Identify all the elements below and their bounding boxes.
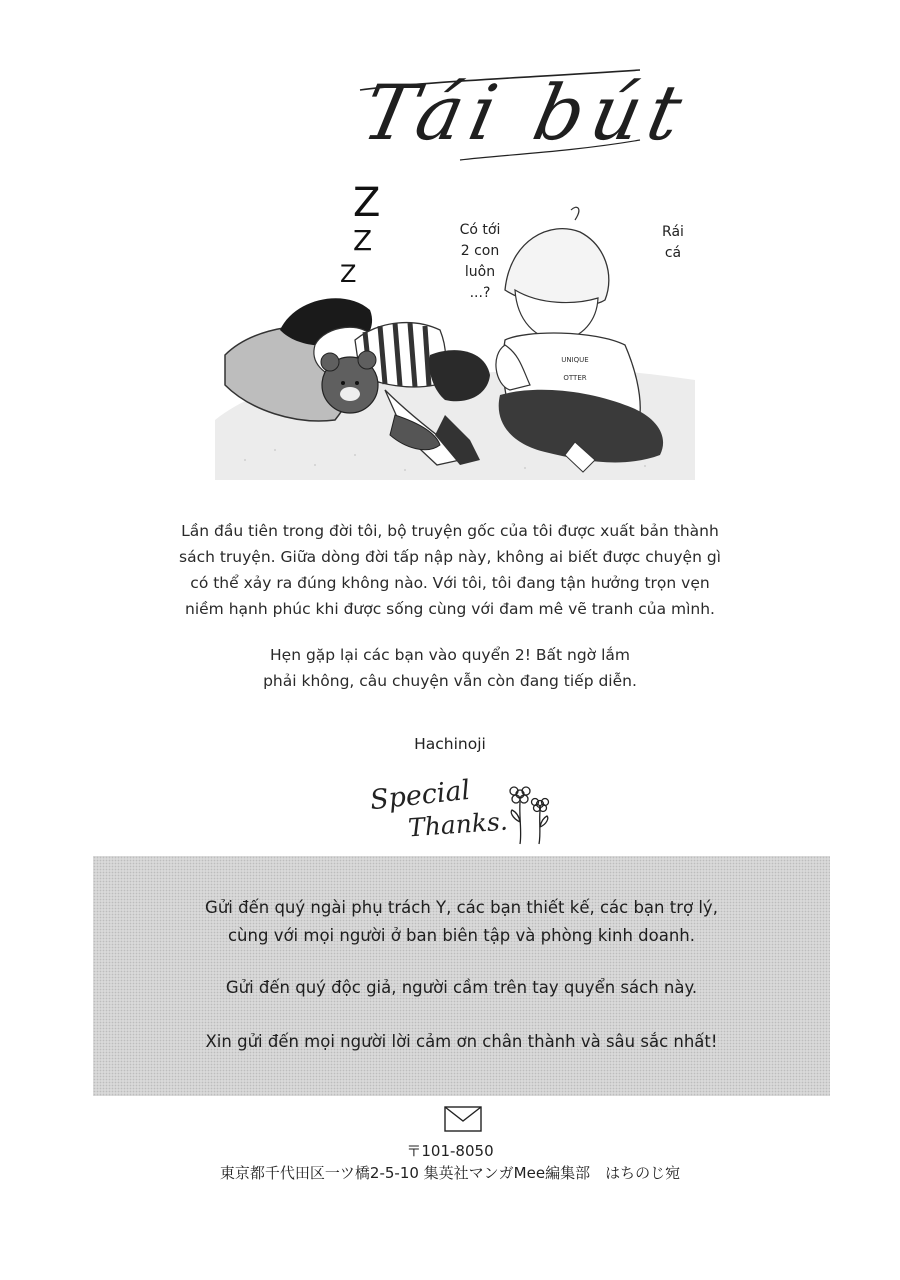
bubble-left-line: Có tới (459, 222, 501, 238)
envelope-icon (444, 1106, 482, 1132)
thanks-line: Xin gửi đến mọi người lời cảm ơn chân thành và sâu sắc nhất! (205, 1032, 718, 1051)
sleep-mark-large: Z (353, 180, 381, 226)
author-name: Hachinoji (414, 735, 486, 753)
postal-code: 〒101-8050 (406, 1142, 494, 1160)
mailing-address: 東京都千代田区一ツ橋2-5-10 集英社マンガMee編集部 はちのじ宛 (219, 1164, 681, 1182)
thanks-line: Gửi đến quý độc giả, người cầm trên tay quyển sách này. (225, 978, 698, 997)
sleep-mark-medium: Z (353, 224, 373, 257)
thanks-line: cùng với mọi người ở ban biên tập và phòng kinh doanh. (227, 926, 695, 945)
paragraph-line: niềm hạnh phúc khi được sống cùng với đam mê vẽ tranh của mình. (185, 600, 715, 618)
bubble-left-line: 2 con (460, 243, 500, 259)
special-thanks-heading (368, 774, 560, 855)
title-text: Tái bút (355, 68, 698, 157)
paragraph-line: phải không, câu chuyện vẫn còn đang tiếp diễn. (263, 672, 637, 690)
special-thanks-line1: Special (368, 774, 472, 817)
afterword-paragraph (0, 518, 900, 622)
paragraph-line: có thể xảy ra đúng không nào. Với tôi, tôi đang tận hưởng trọn vẹn (190, 574, 710, 592)
thanks-box (93, 856, 830, 1096)
speech-bubble-left (445, 220, 515, 304)
shirt-print-line2: OTTER (563, 374, 587, 382)
bubble-left-line: luôn (464, 264, 496, 280)
flower-icon (502, 782, 562, 852)
shirt-print-line1: UNIQUE (561, 356, 589, 364)
special-thanks-line2: Thanks. (407, 806, 509, 843)
bubble-right-line: cá (664, 245, 682, 261)
title-flourish (340, 60, 660, 170)
speech-bubble-right (653, 222, 693, 264)
paragraph-line: Lần đầu tiên trong đời tôi, bộ truyện gốc của tôi được xuất bản thành (181, 522, 719, 540)
thanks-line: Gửi đến quý ngài phụ trách Y, các bạn thiết kế, các bạn trợ lý, (205, 898, 718, 917)
bubble-right-line: Rái (662, 224, 684, 240)
page-title (340, 60, 698, 170)
sleep-mark-small: Z (340, 260, 357, 288)
paragraph-line: Hẹn gặp lại các bạn vào quyển 2! Bất ngờ lắm (270, 646, 630, 664)
illustration (205, 180, 705, 490)
see-you-paragraph (0, 642, 900, 694)
paragraph-line: sách truyện. Giữa dòng đời tấp nập này, không ai biết được chuyện gì (179, 548, 721, 566)
bubble-left-line: ...? (469, 285, 491, 301)
